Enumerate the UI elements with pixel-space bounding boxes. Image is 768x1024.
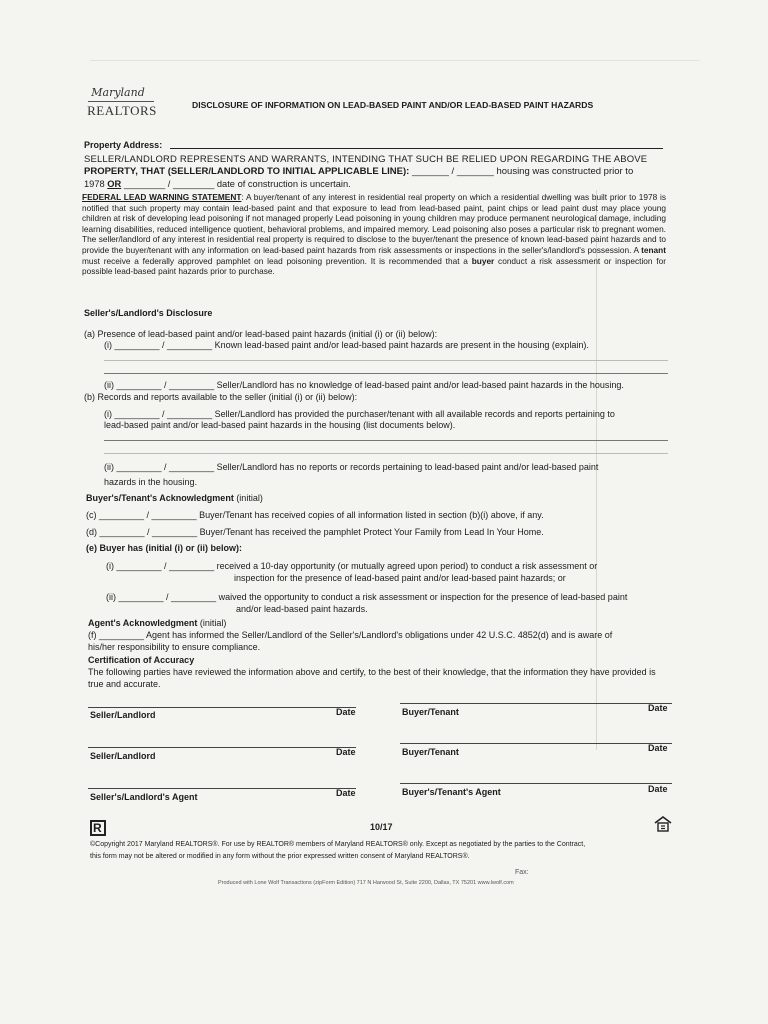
item-a-ii[interactable]: (ii) _________ / _________ Seller/Landlord has no knowledge of lead-based paint and/or lead-based paint hazards in the housing. — [104, 380, 624, 390]
warrant-uncertain[interactable]: ________ / ________ date of construction is uncertain. — [123, 179, 351, 189]
item-d[interactable]: (d) _________ / _________ Buyer/Tenant has received the pamphlet Protect Your Family from Lead In Your Home. — [86, 527, 544, 537]
warning-tenant: tenant — [641, 244, 666, 255]
item-e-i-1[interactable]: (i) _________ / _________ received a 10-day opportunity (or mutually agreed upon period) to conduct a risk assessment or — [106, 561, 598, 571]
item-e: (e) Buyer has (initial (i) or (ii) below): — [86, 543, 243, 553]
warning-text-2: must receive a federally approved pamphlet on lead poisoning prevention. It is recommended that a — [82, 255, 472, 266]
item-a: (a) Presence of lead-based paint and/or lead-based paint hazards (initial (i) or (ii) below): — [84, 329, 438, 339]
federal-lead-warning — [82, 192, 666, 277]
buyer-agent-label: Buyer's/Tenant's Agent — [402, 787, 501, 797]
item-b-i-1[interactable]: (i) _________ / _________ Seller/Landlord has provided the purchaser/tenant with all available records and reports pertaining to — [104, 409, 615, 419]
certification-text: The following parties have reviewed the information above and certify, to the best of their knowledge, that the information they have provided is true and accurate. — [88, 667, 656, 689]
maryland-realtors-logo: REALTORS — [87, 103, 157, 118]
buyer-ack-note: (initial) — [233, 493, 263, 503]
buyer-agent-date-label: Date — [648, 784, 668, 794]
produced-with: Produced with Lone Wolf Transactions (zipForm Edition) 717 N Harwood St, Suite 2200, Dallas, TX 75201 www.lwolf.com — [218, 880, 514, 886]
documents-line-2[interactable] — [104, 453, 668, 454]
logo-rule — [88, 101, 154, 102]
buyer-agent-signature-line[interactable] — [400, 783, 672, 784]
buyer-ack-heading — [86, 493, 263, 504]
warning-buyer: buyer — [471, 255, 495, 266]
certification-heading: Certification of Accuracy — [88, 655, 195, 665]
copyright-line-2: this form may not be altered or modified in any form without the prior expressed written consent of Maryland REALTORS®. — [90, 853, 470, 860]
seller-date-label-1: Date — [336, 707, 356, 717]
warrant-line-3 — [84, 179, 351, 190]
seller-signature-line-1[interactable] — [88, 707, 356, 708]
form-version: 10/17 — [370, 822, 393, 832]
item-c[interactable]: (c) _________ / _________ Buyer/Tenant has received copies of all information listed in section (b)(i) above, if any. — [86, 510, 544, 520]
warning-label: FEDERAL LEAD WARNING STATEMENT — [82, 192, 242, 202]
buyer-date-label-1: Date — [648, 703, 668, 713]
item-b-ii-2: hazards in the housing. — [104, 477, 198, 487]
buyer-signature-line-2[interactable] — [400, 743, 672, 744]
seller-agent-signature-line[interactable] — [88, 788, 356, 789]
warrant-line-2 — [84, 166, 633, 177]
item-f-1[interactable]: (f) _________ Agent has informed the Seller/Landlord of the Seller's/Landlord's obligations under 42 U.S.C. 4852(d) and is aware of — [88, 630, 613, 640]
maryland-logo-script: Maryland — [91, 86, 145, 99]
explain-line-1[interactable] — [104, 360, 668, 361]
warrant-prior-1978[interactable]: _______ / _______ housing was constructed prior to — [411, 166, 634, 177]
explain-line-2[interactable] — [104, 373, 668, 374]
seller-agent-date-label: Date — [336, 788, 356, 798]
fax-label: Fax: — [515, 869, 529, 876]
item-e-i-2: inspection for the presence of lead-based paint and/or lead-based paint hazards; or — [234, 573, 566, 583]
warrant-line-1: SELLER/LANDLORD REPRESENTS AND WARRANTS, INTENDING THAT SUCH BE RELIED UPON REGARDING THE ABOVE — [84, 154, 648, 165]
agent-ack-heading — [88, 618, 226, 629]
buyer-label-1: Buyer/Tenant — [402, 707, 459, 717]
copyright-line-1: ©Copyright 2017 Maryland REALTORS®. For use by REALTOR® members of Maryland REALTORS® only. Except as negotiated by the parties to the Contract, — [90, 841, 586, 848]
warrant-or: OR — [107, 179, 122, 189]
warning-text-3: conduct a risk assessment or inspection for possible lead-based paint hazards prior to purchase. — [82, 255, 666, 277]
buyer-ack-title: Buyer's/Tenant's Acknowledgment — [86, 493, 234, 503]
buyer-label-2: Buyer/Tenant — [402, 747, 459, 757]
buyer-date-label-2: Date — [648, 743, 668, 753]
equal-housing-icon — [654, 816, 672, 832]
item-b-ii-1[interactable]: (ii) _________ / _________ Seller/Landlord has no reports or records pertaining to lead-based paint and/or lead-based paint — [104, 462, 599, 472]
item-e-ii-2: and/or lead-based paint hazards. — [236, 604, 368, 614]
seller-signature-line-2[interactable] — [88, 747, 356, 748]
warrant-initial-instruction: PROPERTY, THAT (SELLER/LANDLORD TO INITIAL APPLICABLE LINE): — [84, 166, 410, 177]
form-title: DISCLOSURE OF INFORMATION ON LEAD-BASED PAINT AND/OR LEAD-BASED PAINT HAZARDS — [192, 100, 594, 110]
agent-ack-title: Agent's Acknowledgment — [88, 618, 198, 628]
seller-label-1: Seller/Landlord — [90, 710, 156, 720]
agent-ack-note: (initial) — [197, 618, 227, 628]
warning-text: : A buyer/tenant of any interest in residential real property on which a residential dwelling was built prior to 1978 is notified that such property may contain lead-based paint and that exposure to lead from lead-based paint, paint chips or lead paint dust may place young children at risk of developing lead poisoning if not managed properly Lead poisoning in young children may produce permanent neurological damage, including learning disabilities, reduced intelligence quotient, behavioral problems, and impaired memory. Lead poisoning also poses a particular risk to pregnant women. The seller/landlord of any interest in residential real property is required to disclose to the buyer/tenant the presence of known lead-based paint hazards and to provide the buyer/tenant with any information on lead-based paint hazards from risk assessments or inspections in the seller's/landlord's possession. A — [82, 192, 666, 255]
item-f-2: his/her responsibility to ensure compliance. — [88, 642, 261, 652]
documents-line-1[interactable] — [104, 440, 668, 441]
seller-disclosure-heading: Seller's/Landlord's Disclosure — [84, 308, 213, 318]
item-b-i-2: lead-based paint and/or lead-based paint hazards in the housing (list documents below). — [104, 420, 456, 430]
item-b: (b) Records and reports available to the seller (initial (i) or (ii) below): — [84, 392, 358, 402]
item-e-ii-1[interactable]: (ii) _________ / _________ waived the opportunity to conduct a risk assessment or inspection for the presence of lead-based paint — [106, 592, 628, 602]
warrant-year: 1978 — [84, 179, 105, 189]
seller-label-2: Seller/Landlord — [90, 751, 156, 761]
seller-agent-label: Seller's/Landlord's Agent — [90, 792, 198, 802]
seller-date-label-2: Date — [336, 747, 356, 757]
item-a-i[interactable]: (i) _________ / _________ Known lead-based paint and/or lead-based paint hazards are present in the housing (explain). — [104, 340, 589, 350]
property-address-field[interactable] — [170, 148, 663, 149]
property-address-label: Property Address: — [84, 140, 163, 150]
scan-artifact-line — [90, 60, 700, 61]
realtor-r-icon: R — [90, 820, 106, 836]
buyer-signature-line-1[interactable] — [400, 703, 672, 704]
